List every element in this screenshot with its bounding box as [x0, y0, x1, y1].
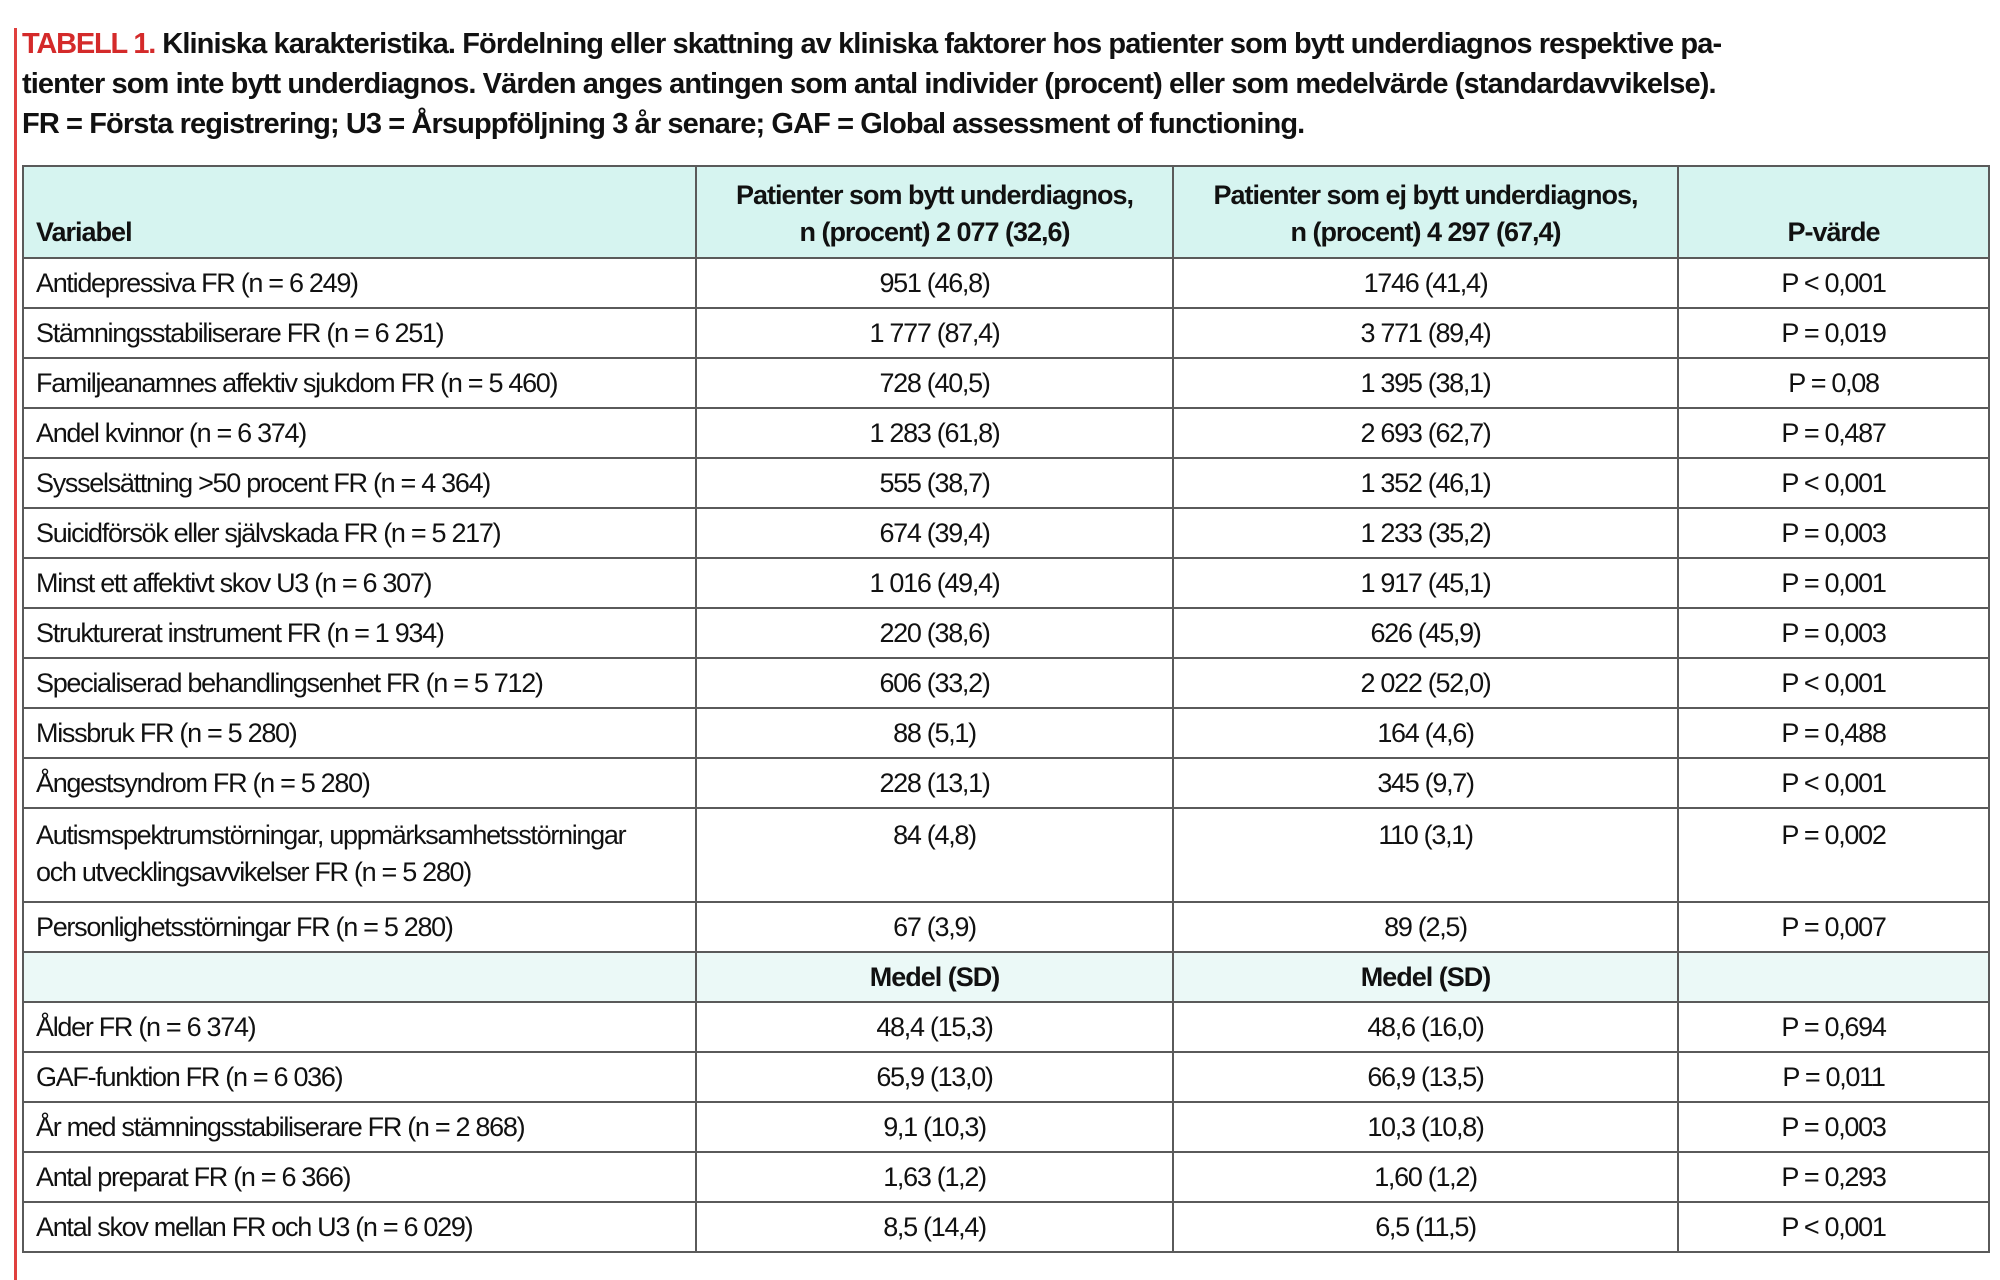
cell-not-switched: 48,6 (16,0) — [1173, 1002, 1678, 1052]
cell-p-value: P = 0,019 — [1678, 308, 1989, 358]
cell-p-value: P = 0,007 — [1678, 902, 1989, 952]
cell-not-switched: 2 693 (62,7) — [1173, 408, 1678, 458]
cell-variable: Andel kvinnor (n = 6 374) — [23, 408, 696, 458]
table-row — [23, 1202, 1989, 1252]
header-p-value: P-värde — [1678, 166, 1989, 258]
table-row — [23, 608, 1989, 658]
cell-not-switched: 6,5 (11,5) — [1173, 1202, 1678, 1252]
cell-variable: Stämningsstabiliserare FR (n = 6 251) — [23, 308, 696, 358]
cell-switched: 1,63 (1,2) — [696, 1152, 1173, 1202]
header-not-switched-line1: Patienter som ej bytt underdiagnos, — [1213, 180, 1638, 210]
cell-variable: Ångestsyndrom FR (n = 5 280) — [23, 758, 696, 808]
caption-accent-bar — [14, 28, 17, 1280]
header-not-switched — [1173, 166, 1678, 258]
table-row — [23, 902, 1989, 952]
cell-switched: 48,4 (15,3) — [696, 1002, 1173, 1052]
cell-variable: Personlighetsstörningar FR (n = 5 280) — [23, 902, 696, 952]
cell-not-switched: 3 771 (89,4) — [1173, 308, 1678, 358]
cell-variable: Antal skov mellan FR och U3 (n = 6 029) — [23, 1202, 696, 1252]
table-row — [23, 708, 1989, 758]
table-row — [23, 658, 1989, 708]
table-row — [23, 308, 1989, 358]
cell-not-switched: 66,9 (13,5) — [1173, 1052, 1678, 1102]
cell-switched: 220 (38,6) — [696, 608, 1173, 658]
cell-p-value: P = 0,488 — [1678, 708, 1989, 758]
cell-switched: 84 (4,8) — [696, 808, 1173, 902]
cell-switched: 1 016 (49,4) — [696, 558, 1173, 608]
cell-variable: År med stämningsstabiliserare FR (n = 2 868) — [23, 1102, 696, 1152]
cell-not-switched: 626 (45,9) — [1173, 608, 1678, 658]
cell-switched: 65,9 (13,0) — [696, 1052, 1173, 1102]
cell-not-switched: 1 233 (35,2) — [1173, 508, 1678, 558]
caption-line-3: FR = Första registrering; U3 = Årsuppföljning 3 år senare; GAF = Global assessment of functioning. — [22, 108, 1305, 140]
table-body — [23, 258, 1989, 1252]
cell-variable-line1: Autismspektrumstörningar, uppmärksamhetsstörningar — [36, 820, 626, 850]
header-switched-line2: n (procent) 2 077 (32,6) — [799, 217, 1070, 247]
table-row — [23, 808, 1989, 902]
cell-switched: 9,1 (10,3) — [696, 1102, 1173, 1152]
cell-not-switched: 1 352 (46,1) — [1173, 458, 1678, 508]
table-row — [23, 358, 1989, 408]
cell-not-switched: 2 022 (52,0) — [1173, 658, 1678, 708]
subheader-row — [23, 952, 1989, 1002]
table-caption — [22, 24, 1982, 144]
subheader-switched: Medel (SD) — [696, 952, 1173, 1002]
header-not-switched-line2: n (procent) 4 297 (67,4) — [1290, 217, 1561, 247]
header-variable: Variabel — [23, 166, 696, 258]
cell-switched: 555 (38,7) — [696, 458, 1173, 508]
cell-not-switched: 89 (2,5) — [1173, 902, 1678, 952]
header-switched — [696, 166, 1173, 258]
subheader-p-empty — [1678, 952, 1989, 1002]
cell-p-value: P = 0,011 — [1678, 1052, 1989, 1102]
cell-p-value: P = 0,487 — [1678, 408, 1989, 458]
cell-switched: 606 (33,2) — [696, 658, 1173, 708]
cell-not-switched: 1 395 (38,1) — [1173, 358, 1678, 408]
cell-variable-line2: och utvecklingsavvikelser FR (n = 5 280) — [36, 857, 471, 887]
cell-not-switched: 110 (3,1) — [1173, 808, 1678, 902]
cell-p-value: P < 0,001 — [1678, 458, 1989, 508]
cell-p-value: P = 0,293 — [1678, 1152, 1989, 1202]
cell-switched: 67 (3,9) — [696, 902, 1173, 952]
table-row — [23, 758, 1989, 808]
clinical-characteristics-table — [22, 165, 1990, 1253]
cell-switched: 8,5 (14,4) — [696, 1202, 1173, 1252]
cell-switched: 1 283 (61,8) — [696, 408, 1173, 458]
cell-p-value: P = 0,003 — [1678, 608, 1989, 658]
cell-variable: Antal preparat FR (n = 6 366) — [23, 1152, 696, 1202]
table-row — [23, 1002, 1989, 1052]
cell-variable — [23, 808, 696, 902]
cell-not-switched: 164 (4,6) — [1173, 708, 1678, 758]
table-row — [23, 508, 1989, 558]
cell-switched: 88 (5,1) — [696, 708, 1173, 758]
cell-p-value: P < 0,001 — [1678, 258, 1989, 308]
cell-variable: Suicidförsök eller självskada FR (n = 5 217) — [23, 508, 696, 558]
cell-p-value: P < 0,001 — [1678, 1202, 1989, 1252]
caption-label: TABELL 1. — [22, 28, 156, 60]
caption-line-1 — [22, 24, 1982, 64]
table-row — [23, 558, 1989, 608]
cell-p-value: P = 0,002 — [1678, 808, 1989, 902]
cell-p-value: P < 0,001 — [1678, 658, 1989, 708]
cell-variable: GAF-funktion FR (n = 6 036) — [23, 1052, 696, 1102]
caption-line-2: tienter som inte bytt underdiagnos. Värden anges antingen som antal individer (procent) eller som medelvärde (standardavvikelse). — [22, 68, 1716, 100]
header-switched-line1: Patienter som bytt underdiagnos, — [735, 180, 1134, 210]
table-row — [23, 1052, 1989, 1102]
subheader-not-switched: Medel (SD) — [1173, 952, 1678, 1002]
cell-not-switched: 1,60 (1,2) — [1173, 1152, 1678, 1202]
cell-switched: 228 (13,1) — [696, 758, 1173, 808]
cell-switched: 1 777 (87,4) — [696, 308, 1173, 358]
cell-switched: 728 (40,5) — [696, 358, 1173, 408]
table-row — [23, 258, 1989, 308]
cell-switched: 674 (39,4) — [696, 508, 1173, 558]
cell-p-value: P < 0,001 — [1678, 758, 1989, 808]
cell-variable: Missbruk FR (n = 5 280) — [23, 708, 696, 758]
cell-variable: Ålder FR (n = 6 374) — [23, 1002, 696, 1052]
cell-switched: 951 (46,8) — [696, 258, 1173, 308]
cell-p-value: P = 0,003 — [1678, 1102, 1989, 1152]
cell-p-value: P = 0,003 — [1678, 508, 1989, 558]
cell-p-value: P = 0,08 — [1678, 358, 1989, 408]
cell-p-value: P = 0,001 — [1678, 558, 1989, 608]
cell-variable: Antidepressiva FR (n = 6 249) — [23, 258, 696, 308]
cell-variable: Specialiserad behandlingsenhet FR (n = 5 712) — [23, 658, 696, 708]
cell-not-switched: 1 917 (45,1) — [1173, 558, 1678, 608]
cell-variable: Familjeanamnes affektiv sjukdom FR (n = 5 460) — [23, 358, 696, 408]
cell-variable: Minst ett affektivt skov U3 (n = 6 307) — [23, 558, 696, 608]
cell-p-value: P = 0,694 — [1678, 1002, 1989, 1052]
table-row — [23, 1102, 1989, 1152]
cell-not-switched: 1746 (41,4) — [1173, 258, 1678, 308]
caption-text-1: Kliniska karakteristika. Fördelning eller skattning av kliniska faktorer hos patienter som bytt underdiagnos respektive pa- — [155, 28, 1722, 60]
cell-variable: Strukturerat instrument FR (n = 1 934) — [23, 608, 696, 658]
table-row — [23, 458, 1989, 508]
subheader-variable-empty — [23, 952, 696, 1002]
table-row — [23, 1152, 1989, 1202]
cell-not-switched: 10,3 (10,8) — [1173, 1102, 1678, 1152]
header-row — [23, 166, 1989, 258]
cell-not-switched: 345 (9,7) — [1173, 758, 1678, 808]
cell-variable: Sysselsättning >50 procent FR (n = 4 364) — [23, 458, 696, 508]
table-row — [23, 408, 1989, 458]
